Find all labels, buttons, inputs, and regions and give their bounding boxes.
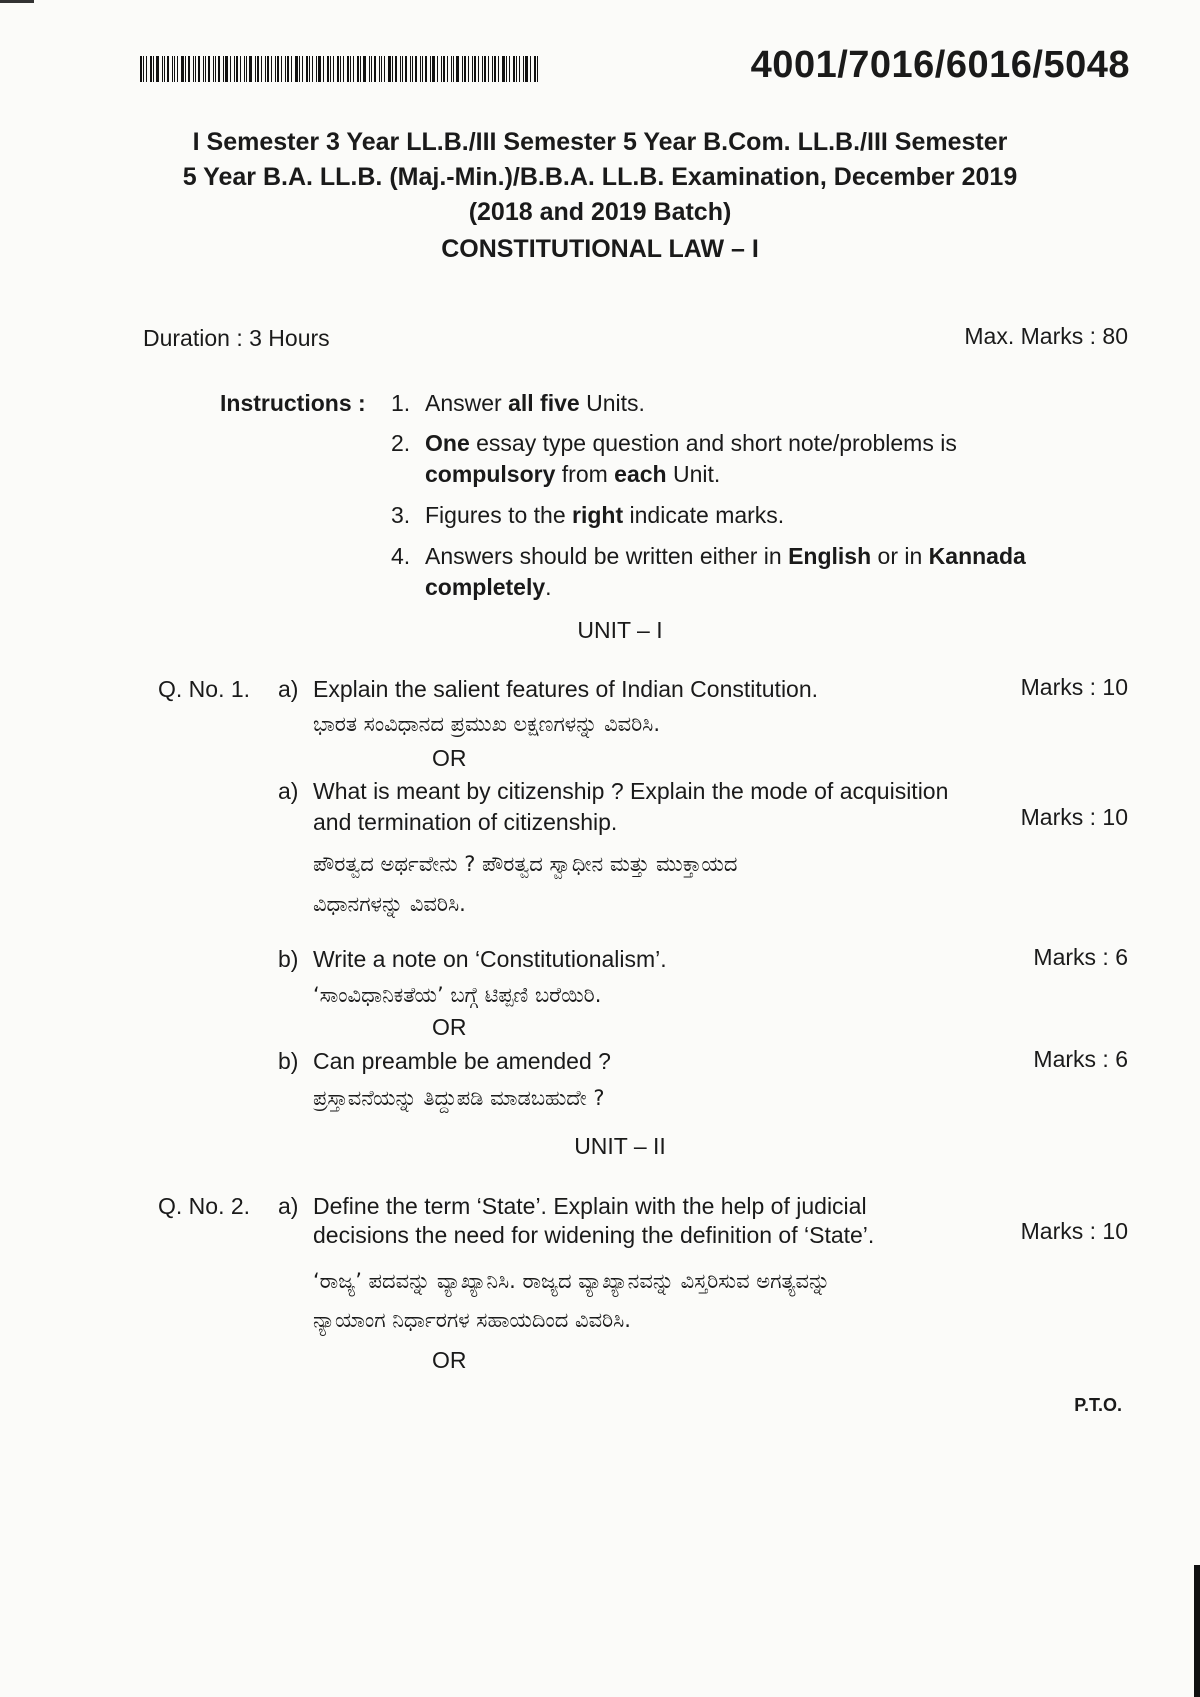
barcode-stripe: [412, 56, 413, 82]
barcode-stripe: [516, 56, 517, 82]
instruction-1-number: 1.: [391, 390, 411, 416]
barcode-stripe: [225, 56, 228, 82]
barcode-stripe: [374, 56, 376, 82]
q1-b2-english: Can preamble be amended ?: [313, 1048, 611, 1074]
q1-a2-kannada-line-1: ಪೌರತ್ವದ ಅರ್ಥವೇನು ? ಪೌರತ್ವದ ಸ್ವಾಧೀನ ಮತ್ತು ಮುಕ್ತಾಯದ: [313, 852, 738, 876]
barcode-stripe: [285, 56, 286, 82]
barcode-stripe: [306, 56, 308, 82]
unit-2-heading: UNIT – II: [574, 1133, 666, 1159]
barcode-stripe: [525, 56, 528, 82]
barcode-stripe: [410, 56, 411, 82]
barcode-stripe: [295, 56, 298, 82]
barcode-stripe: [208, 56, 210, 82]
q1-b1-letter: b): [278, 946, 299, 972]
barcode-stripe: [498, 56, 499, 82]
barcode-stripe: [519, 56, 520, 82]
barcode-stripe: [415, 56, 417, 82]
barcode-stripe: [330, 56, 331, 82]
barcode-stripe: [218, 56, 220, 82]
instruction-4-number: 4.: [391, 543, 411, 569]
barcode-stripe: [193, 56, 194, 82]
title-line-1: I Semester 3 Year LL.B./III Semester 5 Year B.Com. LL.B./III Semester: [192, 128, 1008, 156]
barcode-stripe: [143, 56, 144, 82]
question-1-label: Q. No. 1.: [158, 676, 251, 702]
barcode-stripe: [267, 56, 269, 82]
barcode-stripe: [333, 56, 334, 82]
barcode-stripe: [425, 56, 427, 82]
barcode-stripe: [422, 56, 423, 82]
instruction-2: One essay type question and short note/problems is compulsory from each Unit.: [425, 430, 957, 487]
q1-a-or: OR: [432, 745, 467, 771]
barcode-stripe: [488, 56, 489, 82]
paper-code: 4001/7016/6016/5048: [750, 44, 1130, 86]
barcode-stripe: [369, 56, 370, 82]
barcode-stripe: [350, 56, 351, 82]
scan-edge-bar: [1194, 1565, 1200, 1697]
q1-a1-kannada: ಭಾರತ ಸಂವಿಧಾನದ ಪ್ರಮುಖ ಲಕ್ಷಣಗಳನ್ನು ವಿವರಿಸಿ.: [313, 712, 661, 736]
q2-a1-marks: Marks : 10: [1020, 1218, 1128, 1244]
barcode-stripe: [395, 56, 397, 82]
barcode-stripe: [181, 56, 184, 82]
duration: Duration : 3 Hours: [143, 325, 330, 351]
barcode-stripe: [468, 56, 469, 82]
instruction-3: Figures to the right indicate marks.: [425, 502, 785, 528]
barcode-stripe: [337, 56, 339, 82]
barcode-stripe: [185, 56, 186, 82]
barcode-stripe: [265, 56, 266, 82]
barcode-stripe: [244, 56, 245, 82]
instruction-2-number: 2.: [391, 430, 411, 456]
barcode-stripe: [287, 56, 289, 82]
instruction-1: Answer all five Units.: [425, 390, 645, 416]
barcode-stripe: [523, 56, 524, 82]
barcode-stripe: [153, 56, 154, 82]
unit-1-heading: UNIT – I: [577, 617, 663, 643]
barcode-stripe: [474, 56, 476, 82]
q1-a2-marks: Marks : 10: [1020, 804, 1128, 830]
barcode-stripe: [392, 56, 393, 82]
barcode-stripe: [360, 56, 361, 82]
barcode-stripe: [257, 56, 259, 82]
barcode-stripe: [172, 56, 173, 82]
barcode-stripe: [177, 56, 178, 82]
barcode-stripe: [240, 56, 241, 82]
barcode-stripe: [400, 56, 401, 82]
barcode-stripe: [277, 56, 279, 82]
title-line-2: 5 Year B.A. LL.B. (Maj.-Min.)/B.B.A. LL.B. Examination, December 2019: [182, 163, 1018, 191]
barcode-stripe: [205, 56, 206, 82]
q1-a1-letter: a): [278, 676, 299, 702]
q1-b1-english: Write a note on ‘Constitutionalism’.: [313, 946, 667, 972]
barcode-stripe: [402, 56, 403, 82]
q1-b-or: OR: [432, 1014, 467, 1040]
barcode-stripe: [213, 56, 214, 82]
barcode-stripe: [146, 56, 147, 82]
barcode-stripe: [371, 56, 372, 82]
barcode-stripe: [271, 56, 272, 82]
q2-a1-kannada-line-1: ‘ರಾಜ್ಯ’ ಪದವನ್ನು ವ್ಯಾಖ್ಯಾನಿಸಿ. ರಾಜ್ಯದ ವ್ಯಾಖ್ಯಾನವನ್ನು ವಿಸ್ತರಿಸುವ ಅಗತ್ಯವನ್ನು: [313, 1269, 831, 1293]
barcode-stripe: [195, 56, 196, 82]
q1-a1-english: Explain the salient features of Indian Constitution.: [313, 676, 819, 702]
barcode-stripe: [430, 56, 431, 82]
barcode-stripe: [236, 56, 238, 82]
barcode-stripe: [312, 56, 313, 82]
q2-a1-letter: a): [278, 1193, 299, 1219]
barcode-stripe: [316, 56, 317, 82]
barcode-stripe: [456, 56, 459, 82]
barcode-stripe: [513, 56, 515, 82]
barcode-stripe: [291, 56, 292, 82]
barcode-stripe: [530, 56, 531, 82]
barcode-stripe: [405, 56, 407, 82]
barcode-stripe: [447, 56, 448, 82]
q1-b1-kannada: ‘ಸಾಂವಿಧಾನಿಕತೆಯ’ ಬಗ್ಗೆ ಟಿಪ್ಪಣಿ ಬರೆಯಿರಿ.: [313, 983, 602, 1007]
barcode-stripe: [261, 56, 262, 82]
barcode-stripe: [340, 56, 341, 82]
barcode-stripe: [198, 56, 200, 82]
q2-a1-english-line-1: Define the term ‘State’. Explain with the help of judicial: [313, 1193, 867, 1219]
instruction-4: Answers should be written either in English or in Kannada completely.: [425, 543, 1026, 600]
q1-a2-kannada-line-2: ವಿಧಾನಗಳನ್ನು ವಿವರಿಸಿ.: [313, 892, 466, 916]
barcode-stripe: [188, 56, 190, 82]
title-line-3: (2018 and 2019 Batch): [468, 198, 732, 226]
barcode-stripe: [246, 56, 247, 82]
barcode-stripe: [453, 56, 454, 82]
q1-b2-marks: Marks : 6: [1033, 1046, 1128, 1072]
barcode-stripe: [223, 56, 224, 82]
question-2-label: Q. No. 2.: [158, 1193, 251, 1219]
barcode-stripe: [484, 56, 486, 82]
barcode-stripe: [255, 56, 256, 82]
barcode-stripe: [156, 56, 159, 82]
barcode-stripe: [363, 56, 366, 82]
barcode-stripe: [443, 56, 445, 82]
barcode-stripe: [167, 56, 169, 82]
q1-b1-marks: Marks : 6: [1033, 944, 1128, 970]
barcode-stripe: [506, 56, 507, 82]
q1-a2-english-line-2: and termination of citizenship.: [313, 809, 618, 835]
q1-b2-letter: b): [278, 1048, 299, 1074]
barcode-stripe: [357, 56, 359, 82]
max-marks: Max. Marks : 80: [964, 323, 1128, 349]
barcode-stripe: [234, 56, 235, 82]
barcode-stripe: [318, 56, 321, 82]
q1-b2-kannada: ಪ್ರಸ್ತಾವನೆಯನ್ನು ತಿದ್ದುಪಡಿ ಮಾಡಬಹುದೇ ?: [313, 1086, 605, 1110]
barcode-stripe: [275, 56, 276, 82]
q1-a1-marks: Marks : 10: [1020, 674, 1128, 700]
barcode-stripe: [509, 56, 510, 82]
barcode-stripe: [384, 56, 385, 82]
barcode-stripe: [482, 56, 483, 82]
barcode-stripe: [441, 56, 442, 82]
barcode-stripe: [537, 56, 538, 82]
barcode-stripe: [437, 56, 438, 82]
barcode-stripe: [323, 56, 324, 82]
barcode-stripe: [164, 56, 165, 82]
barcode-stripe: [309, 56, 310, 82]
barcode-stripe: [534, 56, 536, 82]
barcode-stripe: [302, 56, 303, 82]
q2-a-or: OR: [432, 1347, 467, 1373]
barcode-stripe: [249, 56, 252, 82]
barcode: [140, 56, 550, 82]
q1-a2-english-line-1: What is meant by citizenship ? Explain the mode of acquisition: [313, 778, 949, 804]
barcode-stripe: [472, 56, 473, 82]
barcode-stripe: [462, 56, 463, 82]
barcode-stripe: [327, 56, 329, 82]
barcode-stripe: [140, 56, 142, 82]
barcode-stripe: [420, 56, 421, 82]
barcode-stripe: [162, 56, 163, 82]
instruction-3-number: 3.: [391, 502, 411, 528]
barcode-stripe: [281, 56, 282, 82]
barcode-stripe: [478, 56, 479, 82]
subject-title: CONSTITUTIONAL LAW – I: [441, 235, 759, 263]
barcode-stripe: [388, 56, 391, 82]
barcode-stripe: [299, 56, 300, 82]
barcode-stripe: [230, 56, 231, 82]
q1-a2-letter: a): [278, 778, 299, 804]
barcode-stripe: [150, 56, 152, 82]
please-turn-over: P.T.O.: [1074, 1395, 1122, 1415]
barcode-stripe: [381, 56, 382, 82]
barcode-stripe: [174, 56, 175, 82]
barcode-stripe: [343, 56, 344, 82]
barcode-stripe: [379, 56, 380, 82]
barcode-stripe: [203, 56, 204, 82]
barcode-stripe: [353, 56, 354, 82]
q2-a1-kannada-line-2: ನ್ಯಾಯಾಂಗ ನಿರ್ಧಾರಗಳ ಸಹಾಯದಿಂದ ವಿವರಿಸಿ.: [313, 1308, 631, 1332]
q2-a1-english-line-2: decisions the need for widening the definition of ‘State’.: [313, 1222, 875, 1248]
barcode-stripe: [215, 56, 216, 82]
scan-edge-mark: [0, 0, 34, 3]
barcode-stripe: [451, 56, 452, 82]
barcode-stripe: [492, 56, 493, 82]
instructions-label: Instructions :: [220, 390, 366, 416]
barcode-stripe: [502, 56, 505, 82]
barcode-stripe: [494, 56, 496, 82]
barcode-stripe: [464, 56, 466, 82]
barcode-stripe: [432, 56, 435, 82]
barcode-stripe: [347, 56, 349, 82]
